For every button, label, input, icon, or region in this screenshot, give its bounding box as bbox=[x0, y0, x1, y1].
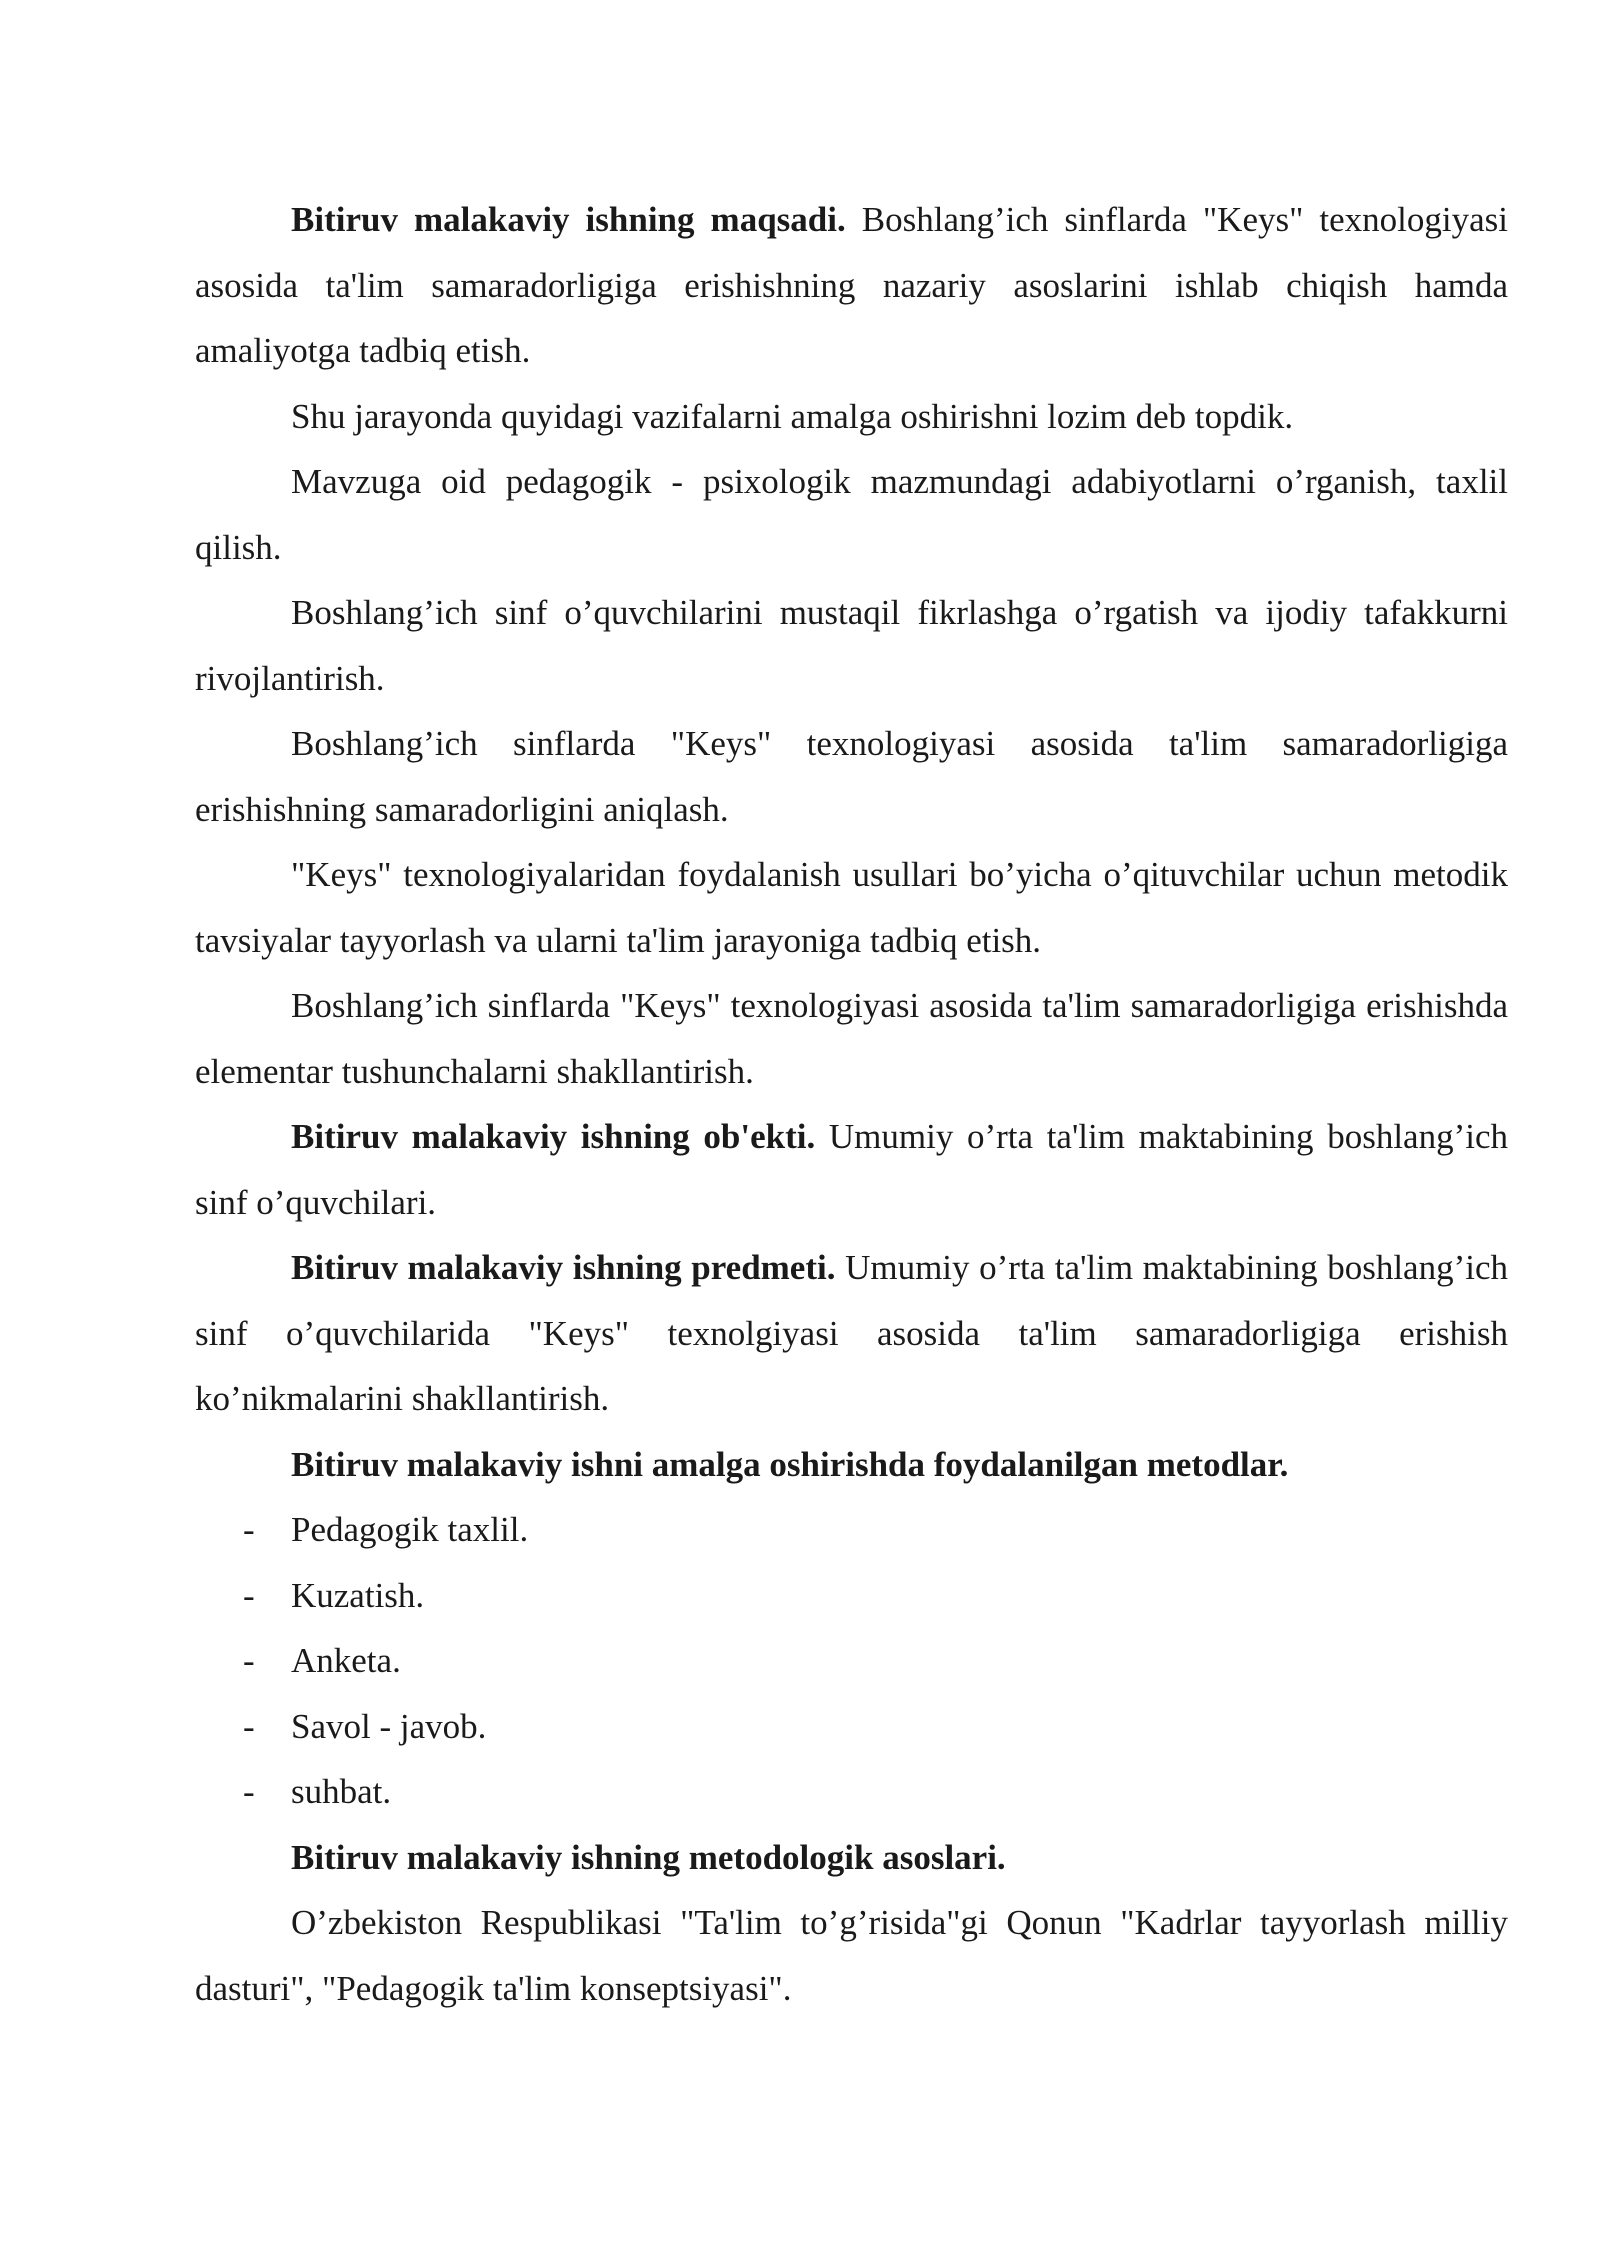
paragraph-object bbox=[195, 1104, 1508, 1235]
list-dash: - bbox=[243, 1575, 255, 1615]
list-item bbox=[195, 1628, 1508, 1694]
list-item bbox=[195, 1563, 1508, 1629]
list-item-text: suhbat. bbox=[291, 1772, 392, 1811]
paragraph-task-3 bbox=[195, 711, 1508, 842]
paragraph-task-2 bbox=[195, 580, 1508, 711]
paragraph-text: "Keys" texnologiyalaridan foydalanish usullari bo’yicha o’qituvchilar uchun metodik tavsiyalar tayyorlash va ularni ta'lim jarayoniga tadbiq etish. bbox=[195, 855, 1508, 960]
list-dash: - bbox=[243, 1706, 255, 1746]
paragraph-task-1 bbox=[195, 449, 1508, 580]
list-item bbox=[195, 1694, 1508, 1760]
paragraph-text: O’zbekiston Respublikasi "Ta'lim to’g’risida"gi Qonun "Kadrlar tayyorlash milliy dasturi", "Pedagogik ta'lim konseptsiyasi". bbox=[195, 1903, 1508, 2008]
list-item bbox=[195, 1759, 1508, 1825]
list-dash: - bbox=[243, 1772, 255, 1811]
paragraph-subject bbox=[195, 1235, 1508, 1432]
methods-heading: Bitiruv malakaviy ishni amalga oshirishda foydalanilgan metodlar. bbox=[291, 1444, 1289, 1484]
paragraph-goal bbox=[195, 187, 1508, 384]
paragraph-text: Boshlang’ich sinflarda "Keys" texnologiyasi asosida ta'lim samaradorligiga erishishning samaradorligini aniqlash. bbox=[195, 724, 1508, 829]
paragraph-text: Boshlang’ich sinflarda "Keys" texnologiyasi asosida ta'lim samaradorligiga erishishda elementar tushunchalarni shakllantirish. bbox=[195, 986, 1508, 1091]
paragraph-text: Mavzuga oid pedagogik - psixologik mazmundagi adabiyotlarni o’rganish, taxlil qilish. bbox=[195, 462, 1508, 567]
methods-list bbox=[195, 1497, 1508, 1825]
paragraph-lead: Bitiruv malakaviy ishning predmeti. bbox=[291, 1248, 836, 1287]
list-item-text: Savol - javob. bbox=[291, 1706, 487, 1746]
list-dash: - bbox=[243, 1510, 255, 1549]
paragraph-text: Umumiy o’rta ta'lim maktabining boshlang’ich sinf o’quvchilari. bbox=[195, 1117, 1508, 1222]
paragraph-lead: Bitiruv malakaviy ishning maqsadi. bbox=[291, 200, 846, 239]
methodology-heading: Bitiruv malakaviy ishning metodologik asoslari. bbox=[291, 1837, 1006, 1877]
paragraph-task-5 bbox=[195, 973, 1508, 1104]
list-item-text: Anketa. bbox=[291, 1641, 401, 1680]
paragraph-text: Boshlang’ich sinflarda "Keys" texnologiyasi asosida ta'lim samaradorligiga erishishning nazariy asoslarini ishlab chiqish hamda amaliyotga tadbiq etish. bbox=[195, 200, 1508, 370]
paragraph-text: Umumiy o’rta ta'lim maktabining boshlang’ich sinf o’quvchilarida "Keys" texnolgiyasi asosida ta'lim samaradorligiga erishish ko’nikmalarini shakllantirish. bbox=[195, 1248, 1509, 1418]
list-dash: - bbox=[243, 1641, 255, 1680]
paragraph-text: Boshlang’ich sinf o’quvchilarini mustaqil fikrlashga o’rgatish va ijodiy tafakkurni rivojlantirish. bbox=[195, 593, 1508, 698]
list-item bbox=[195, 1497, 1508, 1563]
paragraph-tasks-intro bbox=[195, 384, 1508, 450]
paragraph-lead: Bitiruv malakaviy ishning ob'ekti. bbox=[291, 1117, 816, 1156]
list-item-text: Kuzatish. bbox=[291, 1575, 425, 1615]
paragraph-text: Shu jarayonda quyidagi vazifalarni amalga oshirishni lozim deb topdik. bbox=[291, 396, 1294, 436]
document-page bbox=[195, 187, 1508, 2021]
list-item-text: Pedagogik taxlil. bbox=[291, 1510, 529, 1549]
paragraph-task-4 bbox=[195, 842, 1508, 973]
paragraph-methodology bbox=[195, 1890, 1508, 2021]
